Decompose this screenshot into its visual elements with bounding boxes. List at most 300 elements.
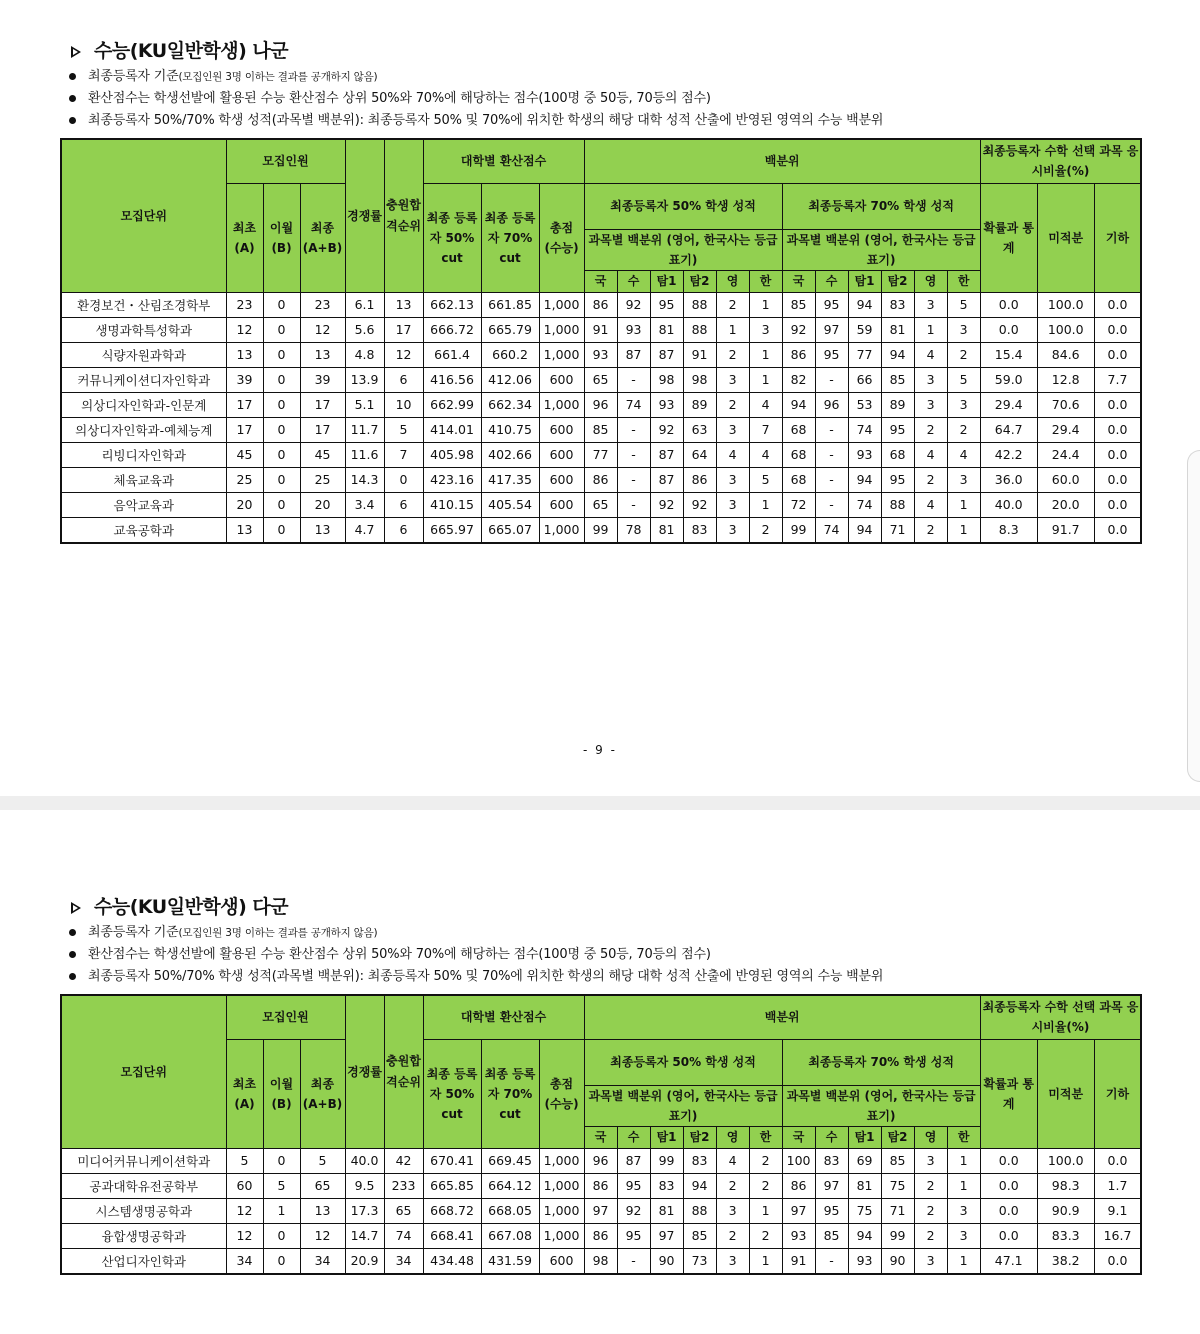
table-cell: 20	[226, 492, 263, 517]
row-unit-name: 환경보건・산림조경학부	[61, 292, 226, 317]
table-cell: 47.1	[980, 1248, 1037, 1274]
table-cell: 34	[300, 1248, 345, 1274]
table-cell: 0	[263, 292, 300, 317]
table-cell: 1	[947, 517, 980, 543]
scroll-handle[interactable]	[1187, 450, 1200, 782]
table-cell: 29.4	[1037, 417, 1094, 442]
table-cell: 86	[584, 1223, 617, 1248]
table-cell: 91	[683, 342, 716, 367]
table-cell: 89	[881, 392, 914, 417]
table-cell: 86	[782, 342, 815, 367]
header-subject: 영	[716, 270, 749, 292]
table-cell: 70.6	[1037, 392, 1094, 417]
table-cell: 14.3	[345, 467, 384, 492]
header-group70: 최종등록자 70% 학생 성적	[782, 1039, 980, 1085]
table-cell: 59.0	[980, 367, 1037, 392]
table-cell: 2	[749, 1223, 782, 1248]
table-cell: 63	[683, 417, 716, 442]
table-cell: 8.3	[980, 517, 1037, 543]
table-cell: 97	[650, 1223, 683, 1248]
table-cell: 3	[947, 317, 980, 342]
table-cell: 85	[584, 417, 617, 442]
table-cell: 7.7	[1094, 367, 1141, 392]
table-cell: 100.0	[1037, 292, 1094, 317]
header-final: 최종 (A+B)	[300, 183, 345, 292]
page-gap	[0, 796, 1200, 810]
table-cell: 99	[782, 517, 815, 543]
note-item	[66, 66, 883, 88]
header-subject: 한	[749, 1126, 782, 1148]
header-subject: 탐2	[683, 270, 716, 292]
table-cell: 14.7	[345, 1223, 384, 1248]
table-cell: 0.0	[980, 1173, 1037, 1198]
table-cell: 12	[226, 1198, 263, 1223]
table-cell: -	[815, 1248, 848, 1274]
table-cell: 1	[749, 1198, 782, 1223]
table-cell: 97	[782, 1198, 815, 1223]
header-subject: 수	[617, 1126, 650, 1148]
table-cell: 0	[263, 1223, 300, 1248]
header-group50: 최종등록자 50% 학생 성적	[584, 183, 782, 229]
table-cell: 17	[226, 417, 263, 442]
table-cell: 64.7	[980, 417, 1037, 442]
table-cell: 0.0	[1094, 517, 1141, 543]
header-cut70: 최종 등록자 70% cut	[481, 183, 539, 292]
bullet-icon	[69, 973, 76, 980]
table-cell: 59	[848, 317, 881, 342]
header-math-ratio: 최종등록자 수학 선택 과목 응시비율(%)	[980, 995, 1141, 1039]
table-cell: 662.34	[481, 392, 539, 417]
table-cell: 74	[384, 1223, 423, 1248]
table-cell: 25	[226, 467, 263, 492]
table-cell: 65	[584, 367, 617, 392]
table-cell: 2	[914, 467, 947, 492]
header-percentile: 백분위	[584, 139, 980, 183]
table-cell: 12.8	[1037, 367, 1094, 392]
table-cell: 666.72	[423, 317, 481, 342]
table-cell: 98.3	[1037, 1173, 1094, 1198]
table-cell: 45	[300, 442, 345, 467]
table-cell: -	[617, 492, 650, 517]
table-cell: 5.6	[345, 317, 384, 342]
table-cell: 86	[584, 467, 617, 492]
table-cell: 16.7	[1094, 1223, 1141, 1248]
table-cell: 233	[384, 1173, 423, 1198]
table-cell: 3	[947, 467, 980, 492]
table-cell: 3	[716, 1198, 749, 1223]
triangle-bullet-icon	[70, 45, 82, 59]
table-cell: 36.0	[980, 467, 1037, 492]
table-cell: 1	[947, 492, 980, 517]
table-cell: 83.3	[1037, 1223, 1094, 1248]
table-cell: 6.1	[345, 292, 384, 317]
header-prob-stat: 확률과 통계	[980, 1039, 1037, 1148]
table-cell: 72	[782, 492, 815, 517]
table-cell: 600	[539, 367, 584, 392]
header-subject: 국	[584, 1126, 617, 1148]
table-cell: 0.0	[1094, 292, 1141, 317]
table-cell: 3	[947, 392, 980, 417]
table-cell: 68	[782, 417, 815, 442]
header-subject: 탐1	[848, 1126, 881, 1148]
table-cell: 5	[947, 367, 980, 392]
table-cell: 65	[384, 1198, 423, 1223]
table-cell: 3	[716, 517, 749, 543]
table-cell: 5	[947, 292, 980, 317]
note-text: 최종등록자 50%/70% 학생 성적(과목별 백분위): 최종등록자 50% 및 70%에 위치한 학생의 해당 대학 성적 산출에 반영된 영역의 수능 백분위	[88, 113, 884, 128]
table-cell: 24.4	[1037, 442, 1094, 467]
header-subject: 탐1	[650, 270, 683, 292]
table-cell: 434.48	[423, 1248, 481, 1274]
table-cell: 2	[914, 1198, 947, 1223]
table-row	[61, 1248, 1141, 1274]
table-cell: 81	[650, 517, 683, 543]
row-unit-name: 공과대학유전공학부	[61, 1173, 226, 1198]
table-cell: 10	[384, 392, 423, 417]
table-cell: -	[617, 467, 650, 492]
header-calculus: 미적분	[1037, 183, 1094, 292]
table-cell: 92	[650, 417, 683, 442]
header-cut50: 최종 등록자 50% cut	[423, 1039, 481, 1148]
table-cell: 1,000	[539, 317, 584, 342]
header-subject: 탐2	[881, 1126, 914, 1148]
header-group70: 최종등록자 70% 학생 성적	[782, 183, 980, 229]
table-cell: 99	[584, 517, 617, 543]
table-cell: 0.0	[1094, 392, 1141, 417]
table-cell: 3	[716, 367, 749, 392]
table-cell: 0	[263, 317, 300, 342]
table-cell: 87	[650, 342, 683, 367]
table-cell: 88	[683, 292, 716, 317]
table-cell: 100.0	[1037, 1148, 1094, 1173]
table-cell: 13	[384, 292, 423, 317]
table-cell: 81	[650, 317, 683, 342]
table-row	[61, 442, 1141, 467]
table-cell: 0.0	[1094, 1148, 1141, 1173]
header-total: 총점 (수능)	[539, 1039, 584, 1148]
table-cell: 665.85	[423, 1173, 481, 1198]
table-cell: 665.07	[481, 517, 539, 543]
table-cell: 94	[848, 467, 881, 492]
table-cell: 68	[782, 467, 815, 492]
table-cell: 68	[782, 442, 815, 467]
row-unit-name: 리빙디자인학과	[61, 442, 226, 467]
table-cell: 1	[749, 292, 782, 317]
table-cell: 668.41	[423, 1223, 481, 1248]
table-cell: 98	[584, 1248, 617, 1274]
table-cell: -	[617, 1248, 650, 1274]
table-cell: 670.41	[423, 1148, 481, 1173]
table-cell: 94	[848, 292, 881, 317]
table-cell: 81	[650, 1198, 683, 1223]
table-cell: 45	[226, 442, 263, 467]
table-cell: -	[815, 367, 848, 392]
table-row	[61, 1223, 1141, 1248]
table-cell: 87	[650, 442, 683, 467]
table-cell: 0	[263, 442, 300, 467]
table-cell: 42	[384, 1148, 423, 1173]
table-cell: 2	[716, 1223, 749, 1248]
table-cell: 1,000	[539, 1173, 584, 1198]
table-cell: 60.0	[1037, 467, 1094, 492]
header-subject: 한	[947, 270, 980, 292]
table-cell: 92	[617, 1198, 650, 1223]
table-cell: 94	[881, 342, 914, 367]
triangle-bullet-icon	[70, 901, 82, 915]
table-cell: 5.1	[345, 392, 384, 417]
table-cell: 416.56	[423, 367, 481, 392]
header-initial: 최초 (A)	[226, 183, 263, 292]
table-cell: 660.2	[481, 342, 539, 367]
table-cell: 42.2	[980, 442, 1037, 467]
table-row	[61, 342, 1141, 367]
row-unit-name: 융합생명공학과	[61, 1223, 226, 1248]
table-cell: 95	[650, 292, 683, 317]
table-cell: 34	[384, 1248, 423, 1274]
table-cell: 0.0	[980, 292, 1037, 317]
table-cell: 0	[263, 517, 300, 543]
table-row	[61, 1173, 1141, 1198]
table-cell: 1	[947, 1148, 980, 1173]
table-cell: 94	[683, 1173, 716, 1198]
row-unit-name: 의상디자인학과-인문계	[61, 392, 226, 417]
table-cell: 0.0	[980, 1223, 1037, 1248]
header-subject: 수	[815, 1126, 848, 1148]
bullet-icon	[69, 73, 76, 80]
table-cell: 90	[881, 1248, 914, 1274]
section-title	[70, 892, 288, 919]
table-cell: 669.45	[481, 1148, 539, 1173]
table-cell: 7	[749, 417, 782, 442]
table-cell: 83	[650, 1173, 683, 1198]
table-cell: 423.16	[423, 467, 481, 492]
table-cell: 412.06	[481, 367, 539, 392]
table-cell: 85	[782, 292, 815, 317]
table-cell: 4.7	[345, 517, 384, 543]
table-cell: 1,000	[539, 292, 584, 317]
table-cell: -	[815, 417, 848, 442]
table-cell: 20.0	[1037, 492, 1094, 517]
table-row	[61, 1198, 1141, 1223]
table-cell: 3	[716, 417, 749, 442]
table-cell: 83	[815, 1148, 848, 1173]
table-cell: 65	[300, 1173, 345, 1198]
table-cell: 2	[749, 1173, 782, 1198]
table-cell: 668.05	[481, 1198, 539, 1223]
table-cell: 74	[617, 392, 650, 417]
table-cell: 3	[947, 1198, 980, 1223]
header-carry: 이월 (B)	[263, 1039, 300, 1148]
table-cell: 0	[263, 392, 300, 417]
header-calculus: 미적분	[1037, 1039, 1094, 1148]
table-cell: 661.85	[481, 292, 539, 317]
table-cell: 1,000	[539, 1148, 584, 1173]
note-item	[66, 110, 883, 132]
table-row	[61, 517, 1141, 543]
table-cell: 2	[947, 417, 980, 442]
table-cell: 93	[848, 1248, 881, 1274]
table-cell: 405.54	[481, 492, 539, 517]
table-cell: 1,000	[539, 517, 584, 543]
table-cell: 95	[881, 417, 914, 442]
table-row	[61, 392, 1141, 417]
table-cell: 0	[263, 1148, 300, 1173]
table-cell: 0.0	[1094, 492, 1141, 517]
table-cell: 1,000	[539, 1198, 584, 1223]
table-cell: 2	[716, 292, 749, 317]
header-geometry: 기하	[1094, 1039, 1141, 1148]
header-recruit: 모집인원	[226, 139, 345, 183]
table-cell: 75	[881, 1173, 914, 1198]
table-cell: 600	[539, 442, 584, 467]
row-unit-name: 음악교육과	[61, 492, 226, 517]
header-group50: 최종등록자 50% 학생 성적	[584, 1039, 782, 1085]
table-cell: 2	[716, 342, 749, 367]
table-cell: 1	[947, 1173, 980, 1198]
table-cell: 12	[300, 1223, 345, 1248]
header-carry: 이월 (B)	[263, 183, 300, 292]
table-cell: 17	[300, 392, 345, 417]
table-cell: 12	[384, 342, 423, 367]
row-unit-name: 산업디자인학과	[61, 1248, 226, 1274]
table-cell: 95	[815, 292, 848, 317]
table-cell: 12	[226, 317, 263, 342]
header-subject: 탐1	[848, 270, 881, 292]
row-unit-name: 미디어커뮤니케이션학과	[61, 1148, 226, 1173]
table-cell: 5	[300, 1148, 345, 1173]
table-cell: 7	[384, 442, 423, 467]
header-waitlist: 충원합격순위	[384, 995, 423, 1148]
table-cell: 1,000	[539, 392, 584, 417]
table-cell: 86	[683, 467, 716, 492]
table-cell: 86	[584, 292, 617, 317]
table-cell: 4	[749, 442, 782, 467]
table-cell: 0.0	[1094, 1248, 1141, 1274]
table-cell: 13	[300, 342, 345, 367]
table-cell: 98	[683, 367, 716, 392]
table-cell: 9.5	[345, 1173, 384, 1198]
table-cell: 3	[914, 367, 947, 392]
table-cell: 2	[914, 1223, 947, 1248]
table-cell: -	[815, 442, 848, 467]
table-cell: 77	[584, 442, 617, 467]
notes-list	[66, 66, 883, 132]
table-cell: 665.79	[481, 317, 539, 342]
table-cell: 3.4	[345, 492, 384, 517]
table-cell: 4	[914, 492, 947, 517]
table-cell: 93	[848, 442, 881, 467]
header-prob-stat: 확률과 통계	[980, 183, 1037, 292]
table-cell: 0	[263, 342, 300, 367]
table-cell: 6	[384, 492, 423, 517]
table-cell: 40.0	[980, 492, 1037, 517]
table-cell: 0	[263, 492, 300, 517]
table-cell: 1,000	[539, 1223, 584, 1248]
table-cell: 600	[539, 492, 584, 517]
row-unit-name: 의상디자인학과-예체능계	[61, 417, 226, 442]
table-cell: 20.9	[345, 1248, 384, 1274]
table-row	[61, 367, 1141, 392]
table-cell: 600	[539, 467, 584, 492]
table-cell: 92	[683, 492, 716, 517]
table-cell: 3	[947, 1223, 980, 1248]
table-cell: 90	[650, 1248, 683, 1274]
table-cell: 0.0	[980, 317, 1037, 342]
table-cell: 17	[226, 392, 263, 417]
table-cell: 5	[384, 417, 423, 442]
table-cell: 3	[914, 292, 947, 317]
table-cell: -	[815, 467, 848, 492]
table-cell: 100.0	[1037, 317, 1094, 342]
table-cell: 25	[300, 467, 345, 492]
table-row	[61, 417, 1141, 442]
table-cell: 661.4	[423, 342, 481, 367]
header-initial: 최초 (A)	[226, 1039, 263, 1148]
table-cell: 96	[584, 1148, 617, 1173]
header-cut50: 최종 등록자 50% cut	[423, 183, 481, 292]
table-cell: 0	[263, 417, 300, 442]
table-cell: 69	[848, 1148, 881, 1173]
row-unit-name: 교육공학과	[61, 517, 226, 543]
table-cell: 15.4	[980, 342, 1037, 367]
table-cell: 3	[716, 1248, 749, 1274]
header-score-group: 대학별 환산점수	[423, 139, 584, 183]
table-cell: 0.0	[1094, 467, 1141, 492]
table-cell: 82	[782, 367, 815, 392]
table-cell: 97	[815, 317, 848, 342]
header-subject: 영	[716, 1126, 749, 1148]
table-cell: 3	[914, 392, 947, 417]
table-cell: 1,000	[539, 342, 584, 367]
table-cell: 600	[539, 1248, 584, 1274]
table-cell: 4	[947, 442, 980, 467]
table-cell: 89	[683, 392, 716, 417]
table-cell: 662.99	[423, 392, 481, 417]
table-cell: 4.8	[345, 342, 384, 367]
table-cell: 73	[683, 1248, 716, 1274]
note-text: 최종등록자 50%/70% 학생 성적(과목별 백분위): 최종등록자 50% 및 70%에 위치한 학생의 해당 대학 성적 산출에 반영된 영역의 수능 백분위	[88, 969, 884, 984]
header-unit: 모집단위	[61, 995, 226, 1148]
table-cell: 405.98	[423, 442, 481, 467]
table-cell: 2	[716, 392, 749, 417]
table-cell: 2	[749, 517, 782, 543]
table-cell: 93	[650, 392, 683, 417]
table-cell: 410.15	[423, 492, 481, 517]
header-score-group: 대학별 환산점수	[423, 995, 584, 1039]
table-cell: 87	[617, 1148, 650, 1173]
table-cell: 74	[848, 492, 881, 517]
header-math-ratio: 최종등록자 수학 선택 과목 응시비율(%)	[980, 139, 1141, 183]
header-subject: 영	[914, 270, 947, 292]
header-ratio: 경쟁률	[345, 139, 384, 292]
note-small-text: (모집인원 3명 이하는 결과를 공개하지 않음)	[178, 71, 378, 83]
header-final: 최종 (A+B)	[300, 1039, 345, 1148]
table-cell: 17	[384, 317, 423, 342]
table-cell: 75	[848, 1198, 881, 1223]
table-cell: 85	[683, 1223, 716, 1248]
table-cell: 99	[650, 1148, 683, 1173]
table-cell: 99	[881, 1223, 914, 1248]
table-cell: 95	[815, 342, 848, 367]
table-cell: 11.6	[345, 442, 384, 467]
table-cell: 38.2	[1037, 1248, 1094, 1274]
table-cell: 4	[749, 392, 782, 417]
table-cell: 87	[617, 342, 650, 367]
table-cell: 3	[749, 317, 782, 342]
page-10	[0, 810, 1200, 1334]
table-cell: 4	[716, 1148, 749, 1173]
row-unit-name: 생명과학특성학과	[61, 317, 226, 342]
